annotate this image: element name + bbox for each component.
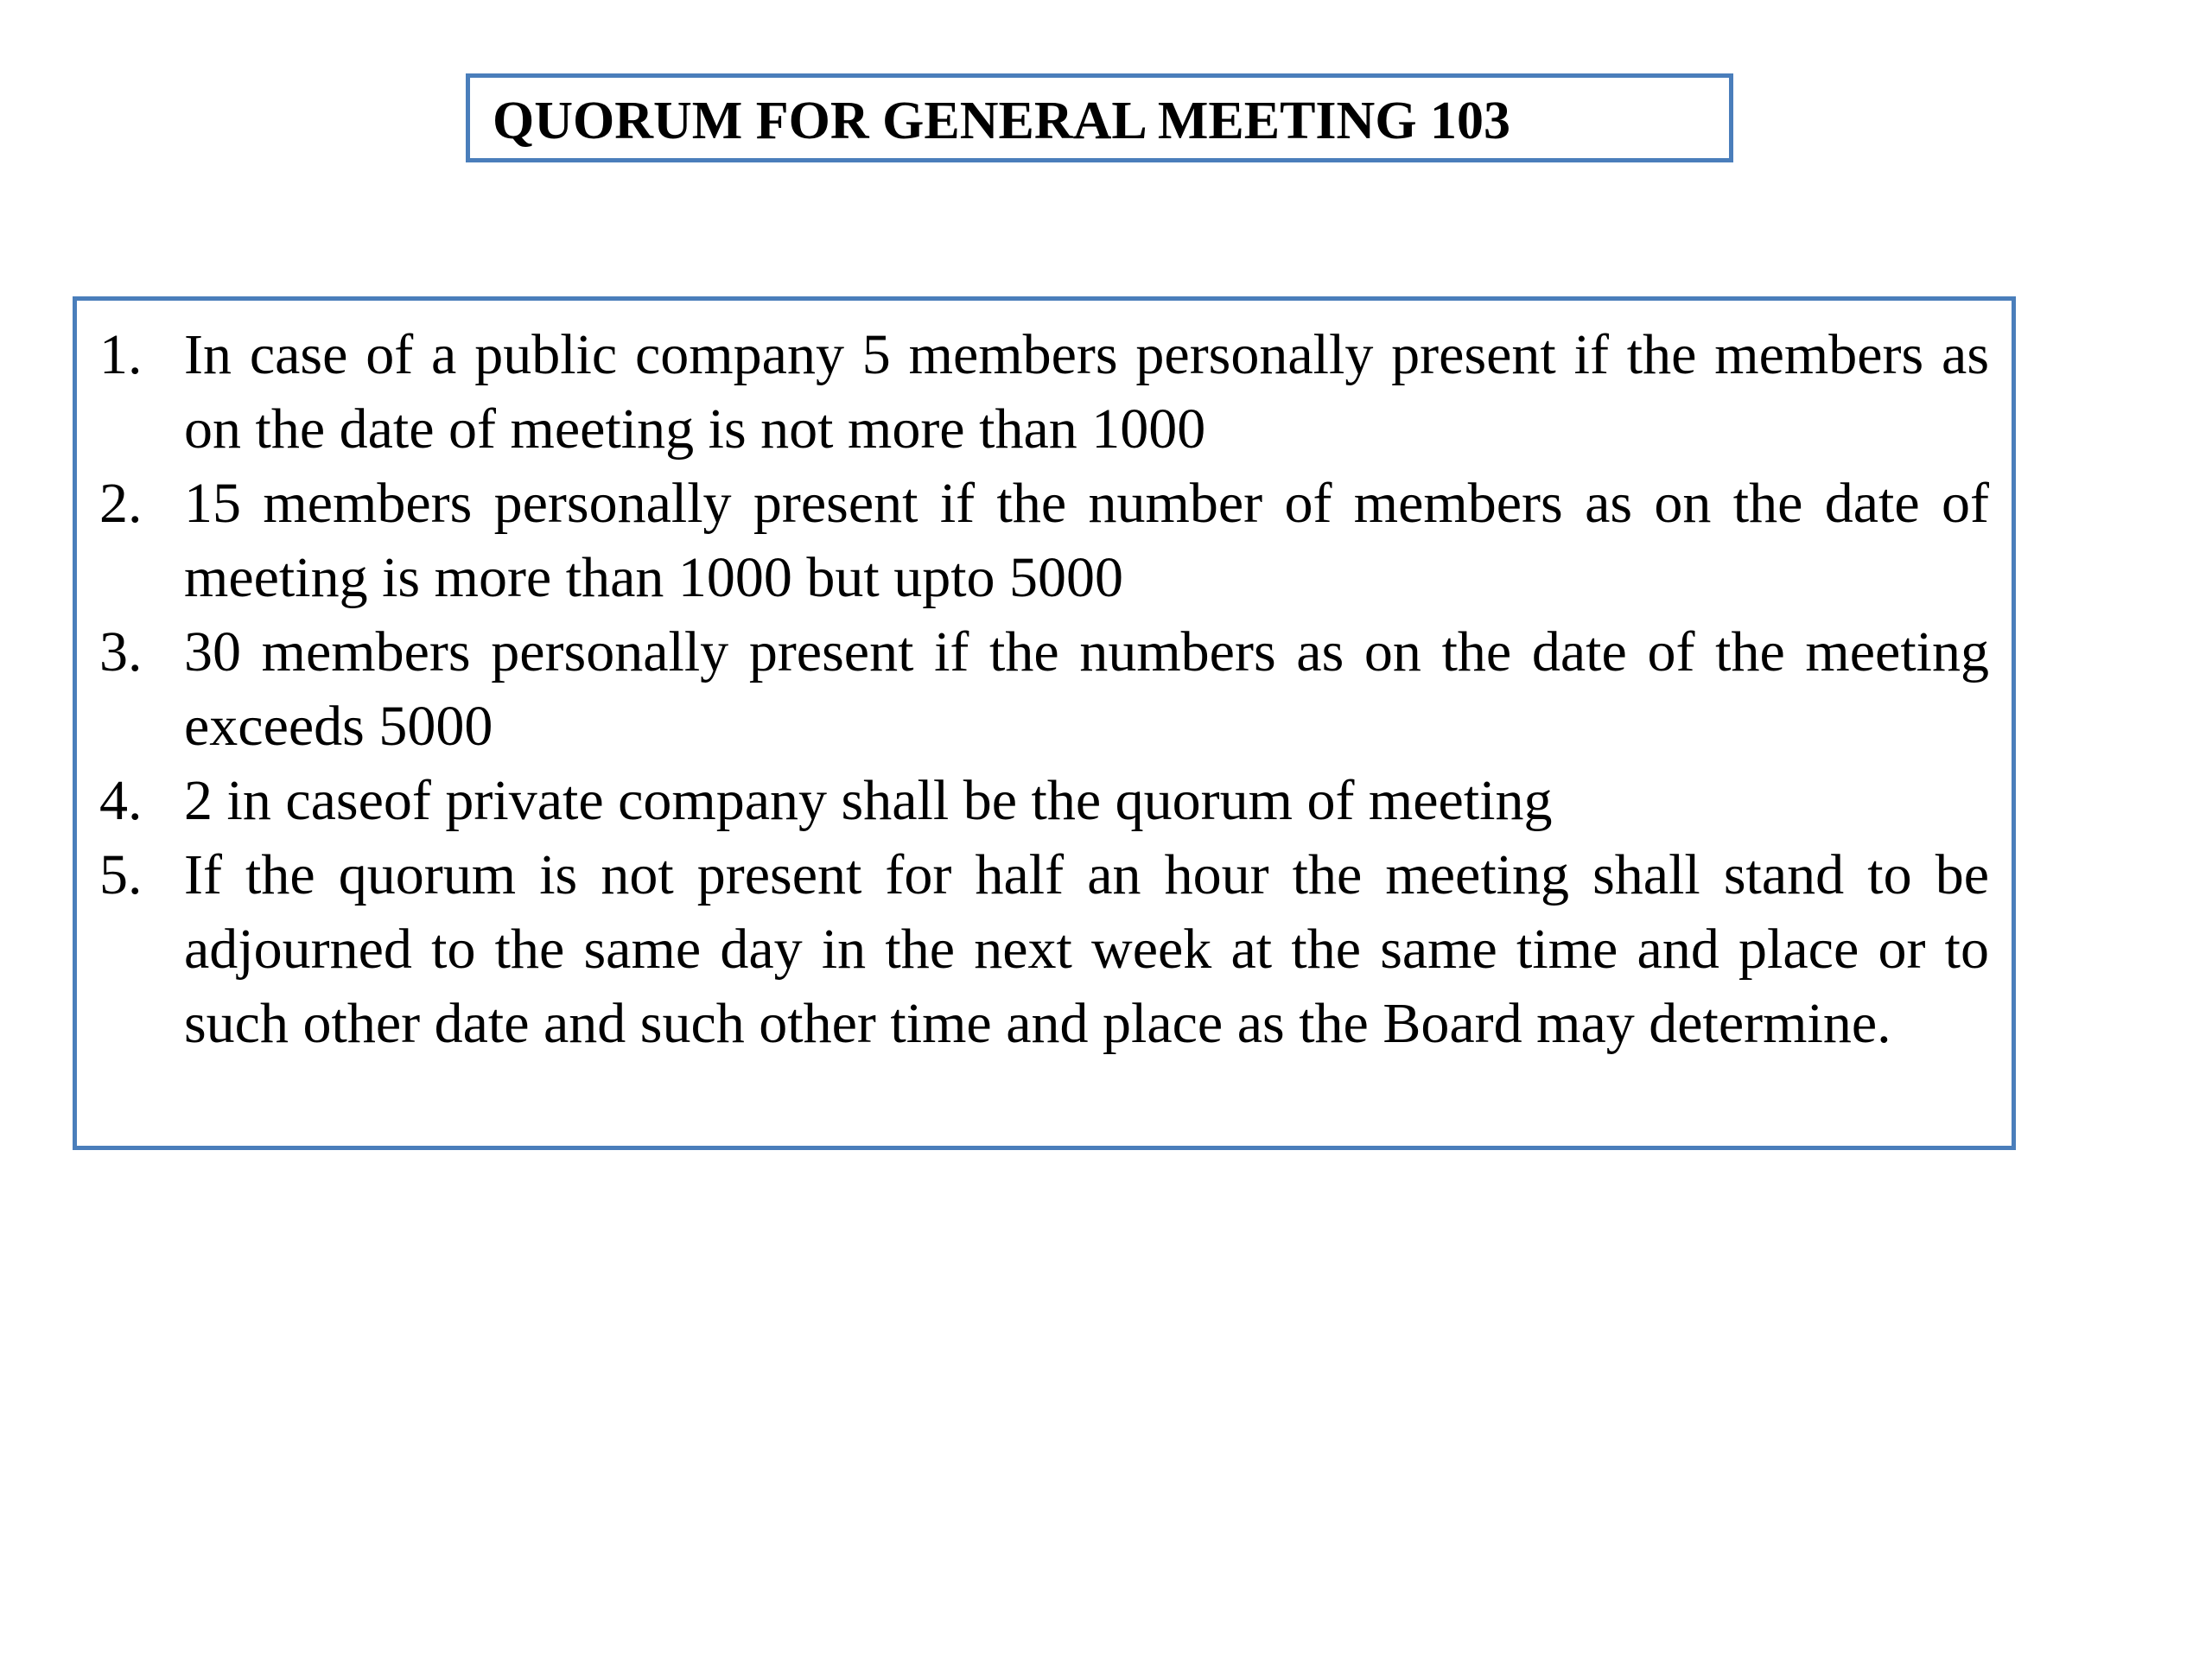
list-item-number: 2. <box>99 472 143 535</box>
list-item-text: In case of a public company 5 members personally present if the members as on the date of meeting is not more than 1000 <box>184 323 1989 461</box>
list-item <box>99 838 1989 1061</box>
list-item-text: If the quorum is not present for half an hour the meeting shall stand to be adjourned to the same day in the next week at the same time and place or to such other date and such other time and place as the Board may determine. <box>184 843 1989 1055</box>
list-item-text: 15 members personally present if the number of members as on the date of meeting is more than 1000 but upto 5000 <box>184 472 1989 609</box>
list-item-text: 2 in caseof private company shall be the quorum of meeting <box>184 769 1553 832</box>
list-item <box>99 764 1989 838</box>
list-item-number: 5. <box>99 843 143 906</box>
list-item <box>99 615 1989 764</box>
list-item <box>99 467 1989 615</box>
title-box <box>466 73 1733 162</box>
quorum-list <box>99 318 1989 1061</box>
list-item <box>99 318 1989 467</box>
slide-title: QUORUM FOR GENERAL MEETING 103 <box>493 91 1511 150</box>
list-item-number: 1. <box>99 323 143 386</box>
content-box <box>73 296 2016 1150</box>
list-item-number: 4. <box>99 769 143 832</box>
list-item-text: 30 members personally present if the numbers as on the date of the meeting exceeds 5000 <box>184 620 1989 758</box>
list-item-number: 3. <box>99 620 143 683</box>
